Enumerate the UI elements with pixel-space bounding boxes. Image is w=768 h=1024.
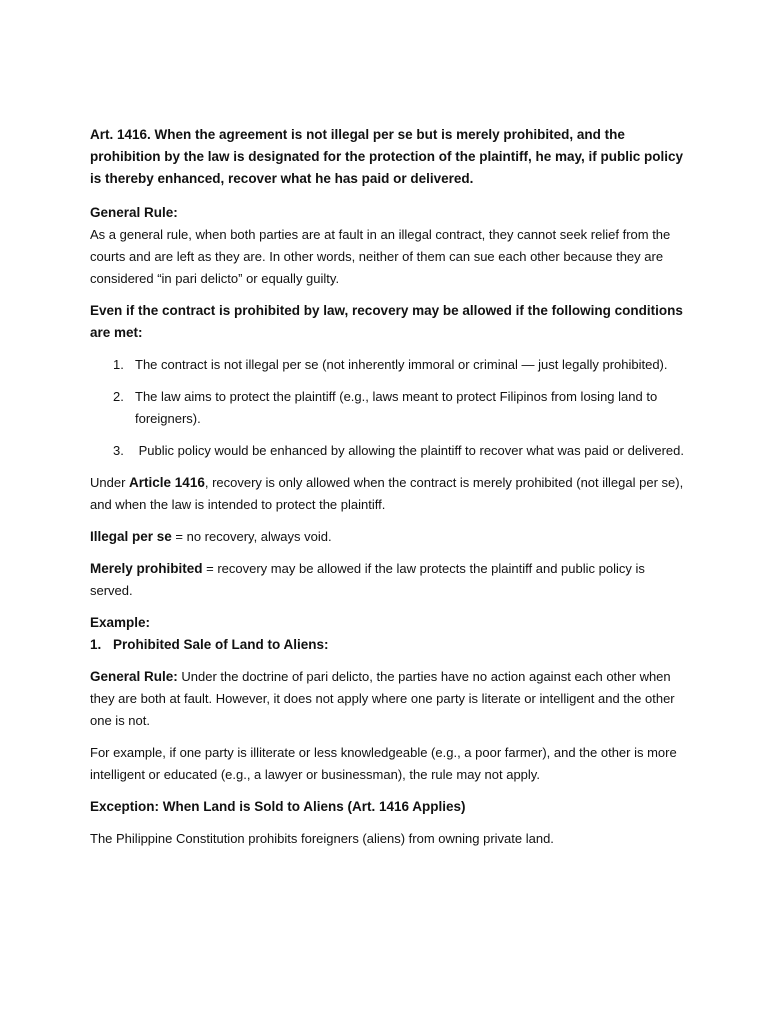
condition-item xyxy=(90,386,684,430)
illegal-per-se-text: = no recovery, always void. xyxy=(171,529,332,544)
condition-item xyxy=(90,440,684,462)
condition-text: Public policy would be enhanced by allowing the plaintiff to recover what was paid or delivered. xyxy=(135,443,684,458)
condition-item xyxy=(90,354,684,376)
under-article-suffix: , recovery is only allowed when the contract is merely prohibited (not illegal per se), and when the law is intended to protect the plaintiff. xyxy=(90,475,684,512)
for-example-paragraph: For example, if one party is illiterate or less knowledgeable (e.g., a poor farmer), and the other is more intelligent or educated (e.g., a lawyer or businessman), the rule may not apply. xyxy=(90,745,677,782)
example-general-rule-paragraph xyxy=(90,666,684,732)
illegal-per-se-term: Illegal per se xyxy=(90,529,172,544)
article-title: Art. 1416. When the agreement is not illegal per se but is merely prohibited, and the prohibition by the law is designated for the protection of the plaintiff, he may, if public policy is thereby enhanced, recover what he has paid or delivered. xyxy=(90,127,684,186)
condition-number: 3. xyxy=(113,443,124,458)
under-article-prefix: Under xyxy=(90,475,130,490)
example-heading: Example: xyxy=(90,615,151,630)
condition-number: 2. xyxy=(113,389,124,404)
example-item-title: Prohibited Sale of Land to Aliens: xyxy=(113,637,329,652)
constitution-paragraph: The Philippine Constitution prohibits foreigners (aliens) from owning private land. xyxy=(90,831,554,846)
example-item-heading xyxy=(90,634,684,656)
merely-prohibited-paragraph xyxy=(90,558,684,602)
conditions-heading: Even if the contract is prohibited by law, recovery may be allowed if the following conditions are met: xyxy=(90,303,683,340)
article-reference: Article 1416 xyxy=(129,475,205,490)
under-article-paragraph xyxy=(90,472,684,516)
document-body xyxy=(90,124,684,850)
general-rule-text: As a general rule, when both parties are at fault in an illegal contract, they cannot seek relief from the courts and are left as they are. In other words, neither of them can sue each other because they are considered “in pari delicto” or equally guilty. xyxy=(90,227,671,286)
exception-heading: Exception: When Land is Sold to Aliens (Art. 1416 Applies) xyxy=(90,799,466,814)
example-general-rule-text: Under the doctrine of pari delicto, the parties have no action against each other when they are both at fault. However, it does not apply where one party is literate or intelligent and the other one is not. xyxy=(90,669,675,728)
example-general-rule-term: General Rule: xyxy=(90,669,178,684)
general-rule-heading: General Rule: xyxy=(90,205,178,220)
merely-prohibited-text: = recovery may be allowed if the law protects the plaintiff and public policy is served. xyxy=(90,561,645,598)
conditions-list xyxy=(90,354,684,462)
condition-number: 1. xyxy=(113,357,124,372)
condition-text: The contract is not illegal per se (not inherently immoral or criminal — just legally prohibited). xyxy=(135,357,668,372)
illegal-per-se-paragraph xyxy=(90,526,684,548)
example-item-number: 1. xyxy=(90,637,102,652)
merely-prohibited-term: Merely prohibited xyxy=(90,561,203,576)
condition-text: The law aims to protect the plaintiff (e.g., laws meant to protect Filipinos from losing land to foreigners). xyxy=(135,389,658,426)
